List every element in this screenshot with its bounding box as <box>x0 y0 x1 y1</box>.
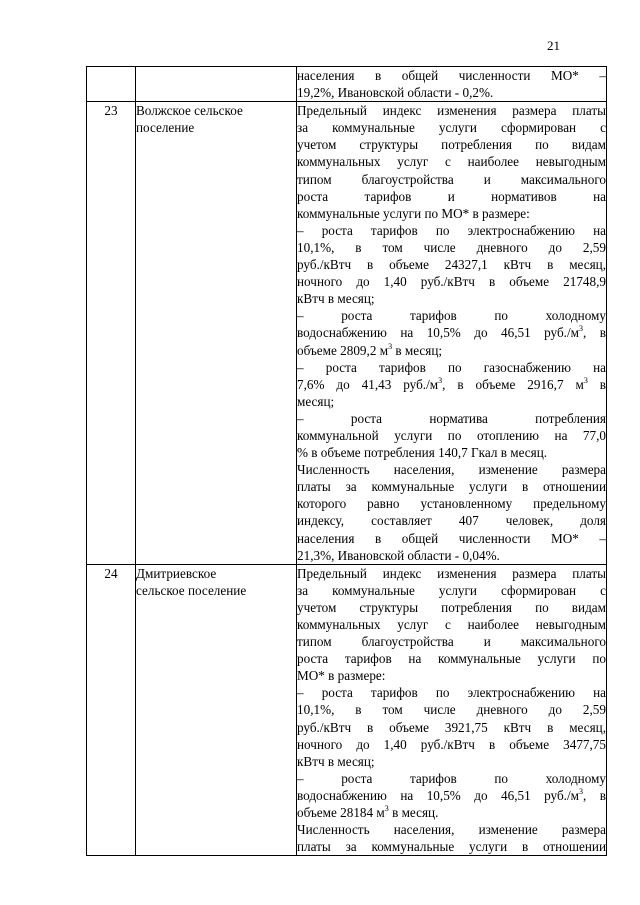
description-line: руб./кВтч в объеме 24327,1 кВтч в месяц, <box>297 257 606 273</box>
description-line: учетом структуры потребления по видам <box>297 599 606 615</box>
description-line: – роста тарифов по холодному <box>297 770 606 786</box>
page-number: 21 <box>547 38 560 53</box>
description-line: типом благоустройства и максимального <box>297 171 606 187</box>
description-line: коммунальных услуг с наиболее невыгодным <box>297 154 606 170</box>
description-line: 7,6% до 41,43 $руб./м^3$, в объеме 2916,7 $м^3$ в <box>297 375 606 392</box>
tariff-table-body <box>87 67 607 856</box>
description-line: – роста норматива потребления <box>297 410 606 426</box>
description-line: Численность населения, изменение размера <box>297 462 606 478</box>
description-line: – роста тарифов по электроснабжению на <box>297 685 606 701</box>
description-line: Предельный индекс изменения размера платы <box>297 103 606 119</box>
settlement-name-line: Дмитриевское <box>136 565 217 581</box>
tariff-table <box>86 66 607 856</box>
description-line: коммунальной услуги по отоплению на 77,0 <box>297 427 606 443</box>
description-line: учетом структуры потребления по видам <box>297 137 606 153</box>
settlement-name <box>136 564 297 856</box>
description-line: кВтч в месяц; <box>297 753 375 769</box>
settlement-name-line: Волжское сельское <box>136 103 243 119</box>
description-line: 10,1%, в том числе дневного до 2,59 <box>297 239 606 255</box>
description-line: индексу, составляет 407 человек, доля <box>297 513 606 529</box>
description-line: месяц; <box>297 393 335 409</box>
settlement-name <box>136 102 297 565</box>
description-line: Предельный индекс изменения размера платы <box>297 565 606 581</box>
description-line: % в объеме потребления 140,7 Гкал в месяц. <box>297 445 548 461</box>
description-line: водоснабжению на 10,5% до 46,51 $руб./м^3$, в <box>297 324 606 341</box>
description-line: ночного до 1,40 руб./кВтч в объеме 21748,9 <box>297 274 606 290</box>
description-line: объеме 28184 $м^3$ в месяц. <box>297 804 439 821</box>
description-line: МО* в размере: <box>297 668 386 684</box>
description-line: объеме 2809,2 $м^3$ в месяц; <box>297 341 443 358</box>
description-line: – роста тарифов по электроснабжению на <box>297 222 606 238</box>
settlement-name-line: сельское поселение <box>136 582 247 598</box>
description-line: 10,1%, в том числе дневного до 2,59 <box>297 702 606 718</box>
index-description <box>297 564 607 856</box>
description-line: – роста тарифов по газоснабжению на <box>297 359 606 375</box>
settlement-name-line: поселение <box>136 120 195 136</box>
description-line: – роста тарифов по холодному <box>297 308 606 324</box>
description-line: кВтч в месяц; <box>297 291 375 307</box>
description-line: платы за коммунальные услуги в отношении <box>297 839 606 855</box>
description-line: за коммунальные услуги сформирован с <box>297 120 606 136</box>
row-number <box>87 67 136 102</box>
description-line: за коммунальные услуги сформирован с <box>297 582 606 598</box>
description-line: руб./кВтч в объеме 3921,75 кВтч в месяц, <box>297 719 606 735</box>
row-number: 24 <box>87 564 136 856</box>
table-row <box>87 564 607 856</box>
description-line: коммунальных услуг с наиболее невыгодным <box>297 617 606 632</box>
table-row <box>87 67 607 102</box>
description-line: роста тарифов и нормативов на <box>297 188 606 204</box>
description-line: 21,3%, Ивановской области - 0,04%. <box>297 547 500 563</box>
settlement-name <box>136 67 297 102</box>
description-line: которого равно установленному предельному <box>297 496 606 512</box>
description-line: типом благоустройства и максимального <box>297 634 606 650</box>
description-line: ночного до 1,40 руб./кВтч в объеме 3477,75 <box>297 736 606 752</box>
row-number: 23 <box>87 102 136 565</box>
description-line: населения в общей численности МО* – <box>297 530 606 546</box>
description-line: населения в общей численности МО* – <box>297 68 606 83</box>
description-line: водоснабжению на 10,5% до 46,51 $руб./м^3$, в <box>297 786 606 803</box>
description-line: платы за коммунальные услуги в отношении <box>297 479 606 495</box>
index-description <box>297 102 607 565</box>
index-description <box>297 67 607 102</box>
table-row <box>87 102 607 565</box>
description-line: 19,2%, Ивановской области - 0,2%. <box>297 85 494 101</box>
description-line: роста тарифов на коммунальные услуги по <box>297 651 606 667</box>
description-line: коммунальные услуги по МО* в размере: <box>297 205 530 221</box>
description-line: Численность населения, изменение размера <box>297 822 606 838</box>
